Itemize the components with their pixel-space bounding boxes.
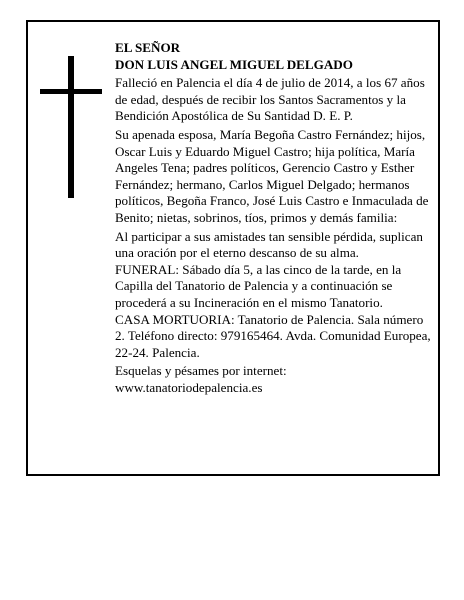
request-paragraph: Al participar a sus amistades tan sensible pérdida, suplican una oración por el eterno descanso de su alma.: [115, 228, 423, 261]
notice-text: [115, 40, 433, 396]
internet-label: Esquelas y pésames por internet:: [115, 363, 287, 379]
family-paragraph: Su apenada esposa, María Begoña Castro Fernández; hijos, Oscar Luis y Eduardo Miguel Castro; hija política, María Angeles Tena; padres políticos, Gerencio Castro y Esther Fernández; hermano, Carlos Miguel Delgado; hermanos políticos, Begoña Franco, José Luis Castro e Inmaculada de Benito; nietas, sobrinos, tíos, primos y demás familia:: [115, 126, 429, 225]
death-paragraph: Falleció en Palencia el día 4 de julio de 2014, a los 67 años de edad, después de recibir los Santos Sacramentos y la Bendición Apostólica de Su Santidad D. E. P.: [115, 75, 425, 124]
cross-vertical-bar: [68, 56, 74, 198]
funeral-paragraph: FUNERAL: Sábado día 5, a las cinco de la tarde, en la Capilla del Tanatorio de Palencia y a continuación se procederá a su Incineración en el mismo Tanatorio.: [115, 261, 402, 310]
mortuary-paragraph: CASA MORTUORIA: Tanatorio de Palencia. Sala número 2. Teléfono directo: 979165464. Avda. Comunidad Europea, 22-24. Palencia.: [115, 311, 431, 360]
website-link[interactable]: www.tanatoriodepalencia.es: [115, 379, 263, 395]
notice-title: EL SEÑOR: [115, 40, 181, 55]
cross-icon: [40, 56, 102, 198]
deceased-name: DON LUIS ANGEL MIGUEL DELGADO: [115, 56, 353, 72]
cross-horizontal-bar: [40, 89, 102, 94]
obituary-notice: [26, 20, 440, 476]
